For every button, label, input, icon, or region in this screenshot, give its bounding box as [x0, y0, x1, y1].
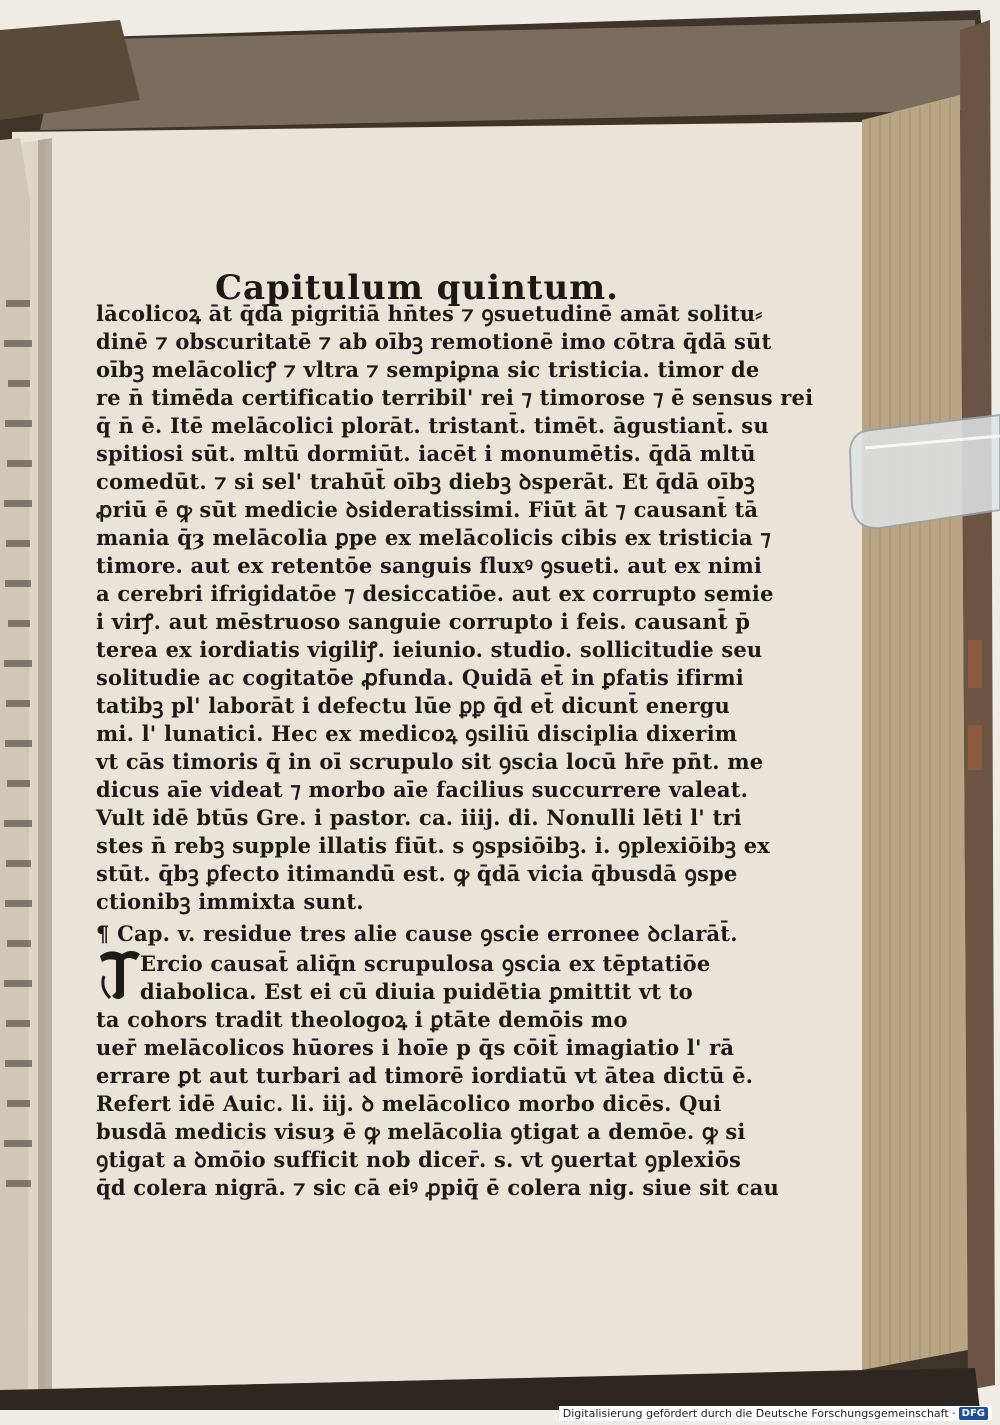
dfg-logo: DFG	[959, 1407, 988, 1420]
text-line: solitudie ac cogitatōe ꝓfunda. Quidā et̄ in ꝑfatis ifirmi	[96, 665, 744, 690]
text-line: dinē ⁊ obscuritatē ⁊ ab oībꝫ remotionē imo cōtra q̄dā sūt	[96, 329, 772, 354]
text-line: lācolicoꝝ āt q̄dā pigritiā hn̄tes ⁊ ꝯsuetudinē amāt solitu⸗	[96, 301, 763, 326]
text-line: spitiosi sūt. mltū dormiūt. iacēt i monumētis. q̄dā mltū	[96, 441, 756, 466]
text-line: ꝯtigat a ꝺmōio sufficit nob dicer̄. s. vt ꝯuertat ꝯplexiōs	[96, 1147, 742, 1172]
text-line: Vult idē btūs Gre. i pastor. ca. iiij. di. Nonulli lēti l' tri	[96, 805, 742, 830]
text-line: oībꝫ melācolicꝭ ⁊ vltra ⁊ sempiꝑna sic tristicia. timor de	[96, 357, 760, 382]
text-line: busdā medicis visuȝ ē ꝙ melācolia ꝯtigat a demōe. ꝙ si	[96, 1119, 746, 1144]
text-line: re n̄ timēda certificatio terribil' rei ⁊ timorose ⁊ ē sensus rei	[96, 385, 814, 410]
text-line: Ercio causat̄ aliq̄n scrupulosa ꝯscia ex tēptatiōe	[140, 951, 711, 976]
text-line: stūt. q̄bꝫ ꝑfecto itimandū est. ꝙ q̄dā vicia q̄busdā ꝯspe	[96, 861, 738, 886]
text-line: ꝓriū ē ꝙ sūt medicie ꝺsideratissimi. Fiūt āt ⁊ causant̄ tā	[96, 497, 759, 522]
text-line: timore. aut ex retentōe sanguis fluxꝰ ꝯsueti. aut ex nimi	[96, 553, 763, 578]
text-line: q̄d colera nigrā. ⁊ sic cā eiꝰ ꝓpiq̄ ē colera nig. siue sit cau	[96, 1175, 780, 1200]
text-line: mi. l' lunatici. Hec ex medicoꝝ ꝯsiliū disciplia dixerim	[96, 721, 738, 746]
text-line: terea ex iordiatis vigiliꝭ. ieiunio. studio. sollicitudie seu	[96, 637, 763, 662]
text-line: a cerebri ifrigidatōe ⁊ desiccatiōe. aut ex corrupto semie	[96, 581, 774, 606]
text-line: vt cās timoris q̄ in oī scrupulo sit ꝯscia locū hr̄e pn̄t. me	[96, 749, 764, 774]
text-line: tatibꝫ pl' laborāt i defectu lūe ꝑꝑ q̄d et̄ dicunt̄ energu	[96, 693, 730, 718]
text-line: i virꝭ. aut mēstruoso sanguie corrupto i feis. causant̄ p̄	[96, 609, 751, 634]
text-line: uer̄ melācolicos hūores i hoīe p q̄s cōit̄ imagiatio l' rā	[96, 1035, 735, 1060]
text-line: q̄ n̄ ē. Itē melācolici plorāt. tristant̄. timēt. āgustiant̄. su	[96, 413, 769, 438]
text-line: comedūt. ⁊ si sel' trahūt̄ oībꝫ diebꝫ ꝺsperāt. Et q̄dā oībꝫ	[96, 469, 755, 494]
text-line: mania q̄ȝ melācolia ꝑpe ex melācolicis cibis ex tristicia ⁊	[96, 525, 771, 550]
initial-t-icon	[96, 946, 144, 1004]
chapter-heading: Capitulum quintum.	[215, 268, 620, 308]
text-line: Refert idē Auic. li. iij. ꝺ melācolico morbo dicēs. Qui	[96, 1091, 722, 1116]
text-line: ctionibꝫ immixta sunt.	[96, 889, 364, 914]
section-heading-line: ¶ Cap. v. residue tres alie cause ꝯscie erronee ꝺclarāt̄.	[96, 921, 738, 946]
text-line: dicus aīe videat ⁊ morbo aīe facilius succurrere valeat.	[96, 777, 749, 802]
text-line: ta cohors tradit theologoꝝ i ꝑtāte demōis mo	[96, 1007, 628, 1032]
digitization-credit	[559, 1406, 992, 1421]
credit-text: Digitalisierung gefördert durch die Deutsche Forschungsgemeinschaft ·	[562, 1407, 956, 1420]
text-line: errare ꝑt aut turbari ad timorē iordiatū vt ātea dictū ē.	[96, 1063, 754, 1088]
text-line: diabolica. Est ei cū diuia puidētia ꝑmittit vt to	[140, 979, 693, 1004]
text-line: stes n̄ rebꝫ supple illatis fiūt. s ꝯspsiōibꝫ. i. ꝯplexiōibꝫ ex	[96, 833, 771, 858]
